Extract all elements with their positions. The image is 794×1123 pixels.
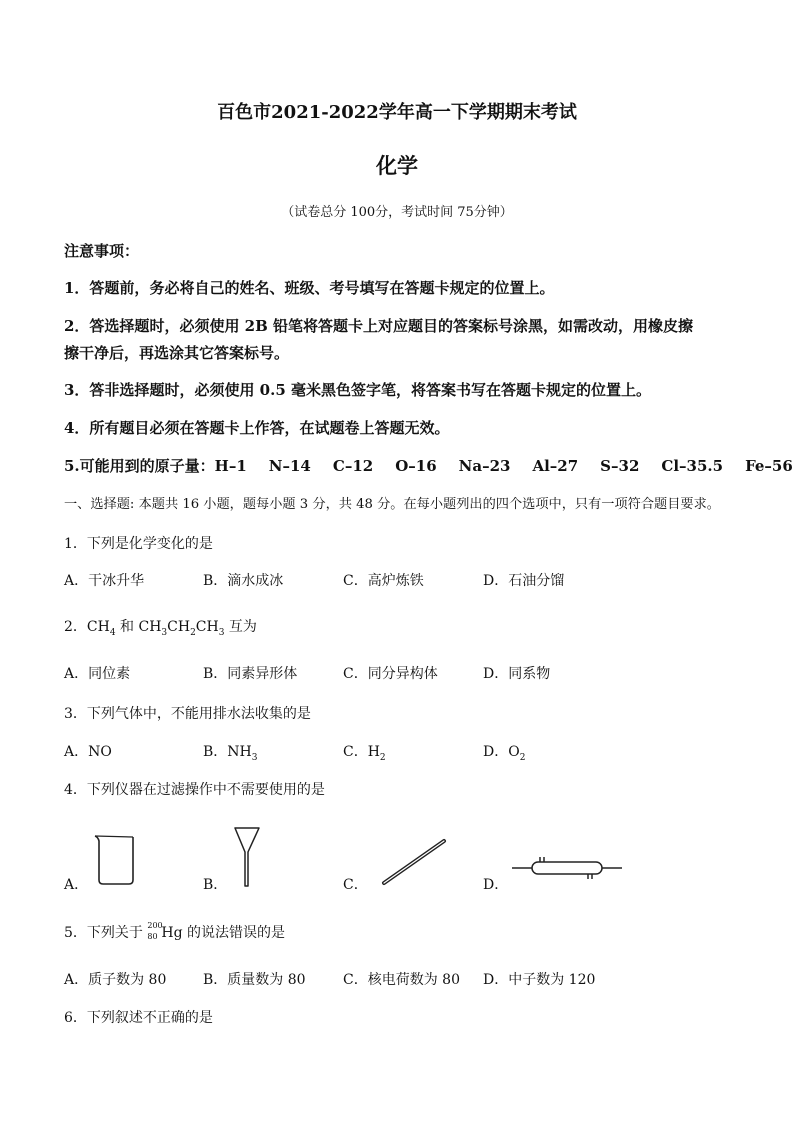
- q1-option-b: B．滴水成冰: [203, 573, 284, 589]
- note-2-cont: 擦干净后，再选涂其它答案标号。: [64, 344, 290, 362]
- q5-stem: [64, 922, 285, 942]
- q2-propane-1: CH: [138, 619, 162, 635]
- glass-rod-icon: [380, 836, 450, 888]
- subject-title: 化学: [376, 153, 418, 178]
- q1-option-d: D．石油分馏: [483, 573, 565, 589]
- atom-fe: Fe–56: [745, 457, 793, 475]
- q3-stem: 3．下列气体中，不能用排水法收集的是: [64, 706, 311, 722]
- q2-propane-sub-1: 3: [161, 627, 168, 638]
- q2-propane-2: CH: [167, 619, 191, 635]
- atom-h: H–1: [214, 457, 247, 475]
- funnel-icon: [232, 826, 262, 888]
- q2-propane-sub-3: 3: [218, 627, 225, 638]
- q5-symbol: Hg: [161, 925, 183, 941]
- q2-propane-3: CH: [195, 619, 219, 635]
- q2-methane-sub: 4: [109, 627, 116, 638]
- q2-option-d: D．同系物: [483, 666, 551, 682]
- q2-suffix: 互为: [224, 619, 257, 635]
- atom-s: S–32: [600, 457, 640, 475]
- q2-option-b: B．同素异形体: [203, 666, 298, 682]
- q5-atomic-number: 80: [147, 932, 158, 941]
- beaker-icon: [90, 830, 140, 888]
- q2-methane: CH: [86, 619, 110, 635]
- note-2: 2．答选择题时，必须使用 2B 铅笔将答题卡上对应题目的答案标号涂黑，如需改动，用橡皮擦: [64, 317, 694, 335]
- atom-al: Al–27: [532, 457, 579, 475]
- note-3: 3．答非选择题时，必须使用 0.5 毫米黑色签字笔，将答案书写在答题卡规定的位置上。: [64, 381, 651, 399]
- notes-heading: 注意事项：: [64, 242, 140, 260]
- section-1-heading: 一、选择题: 本题共 16 小题，题每小题 3 分，共 48 分。在每小题列出的四个选项中，只有一项符合题目要求。: [64, 497, 720, 512]
- q3-option-a: A．NO: [64, 744, 112, 760]
- q5-isotope: [147, 923, 161, 941]
- q2-and: 和: [115, 619, 139, 635]
- q2-propane-sub-2: 2: [190, 627, 196, 638]
- q1-option-a: A．干冰升华: [64, 573, 145, 589]
- condenser-icon: [510, 855, 624, 881]
- note-4: 4．所有题目必须在答题卡上作答，在试题卷上答题无效。: [64, 419, 450, 437]
- atom-na: Na–23: [458, 457, 511, 475]
- note-1: 1．答题前，务必将自己的姓名、班级、考号填写在答题卡规定的位置上。: [64, 279, 555, 297]
- q3-option-c: C．$H_2$: [343, 744, 386, 763]
- q2-option-c: C．同分异构体: [343, 666, 438, 682]
- atom-cl: Cl–35.5: [661, 457, 724, 475]
- q1-stem: 1．下列是化学变化的是: [64, 536, 213, 552]
- q2-option-a: A．同位素: [64, 666, 131, 682]
- q6-stem: 6．下列叙述不正确的是: [64, 1010, 213, 1026]
- atomic-masses: [64, 455, 793, 476]
- atoms-label: 5.可能用到的原子量：: [64, 457, 215, 475]
- q5-mass-number: 200: [147, 921, 163, 930]
- q3-option-d: D．$O_2$: [483, 744, 526, 763]
- q5-option-c: C．核电荷数为 80: [343, 972, 460, 988]
- q5-option-a: A．质子数为 80: [64, 972, 167, 988]
- q4-option-b-label: B．: [203, 877, 228, 893]
- atom-o: O–16: [395, 457, 437, 475]
- q4-option-d-label: D．: [483, 877, 509, 893]
- q4-option-c-label: C．: [343, 877, 368, 893]
- q5-prefix: 5．下列关于: [64, 925, 148, 941]
- atom-n: N–14: [268, 457, 311, 475]
- q4-stem: 4．下列仪器在过滤操作中不需要使用的是: [64, 782, 325, 798]
- q2-number: 2．: [64, 619, 87, 635]
- q4-option-a-label: A．: [64, 877, 89, 893]
- q3-option-b: B．$NH_3$: [203, 744, 258, 763]
- q1-option-c: C．高炉炼铁: [343, 573, 424, 589]
- q5-option-b: B．质量数为 80: [203, 972, 306, 988]
- exam-info: （试卷总分 100分，考试时间 75分钟）: [281, 205, 513, 220]
- q2-stem: [64, 616, 257, 636]
- q5-option-d: D．中子数为 120: [483, 972, 596, 988]
- q5-suffix: 的说法错误的是: [182, 925, 285, 941]
- atom-c: C–12: [332, 457, 374, 475]
- exam-title: 百色市2021-2022学年高一下学期期末考试: [217, 102, 577, 123]
